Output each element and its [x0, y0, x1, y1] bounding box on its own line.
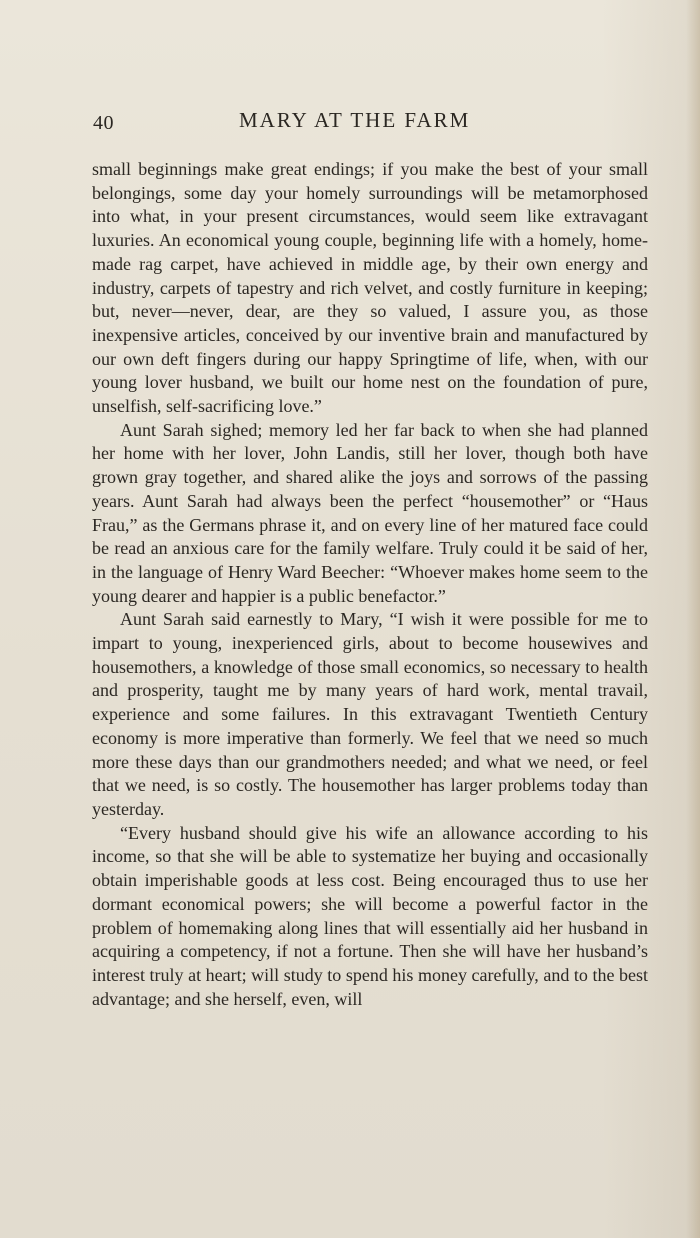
- page-edge-shadow: [686, 0, 700, 1238]
- body-text: [92, 158, 648, 1011]
- paragraph-2: Aunt Sarah sighed; memory led her far back to when she had planned her home with her lover, John Landis, still her lover, though both have grown gray together, and shared alike the joys and sorrows of the passing years. Aunt Sarah had always been the perfect “housemother” or “Haus Frau,” as the Germans phrase it, and on every line of her matured face could be read an anxious care for the family welfare. Truly could it be said of her, in the language of Henry Ward Beecher: “Whoever makes home seem to the young dearer and happier is a public benefactor.”: [92, 419, 648, 606]
- paragraph-3: Aunt Sarah said earnestly to Mary, “I wish it were possible for me to impart to young, inexperienced girls, about to become housewives and housemothers, a knowledge of those small economics, so necessary to health and prosperity, taught me by many years of hard work, mental travail, experience and some failures. In this extravagant Twentieth Century economy is more imperative than formerly. We feel that we need so much more these days than our grandmothers needed; and what we need, or feel that we need, is so costly. The housemother has larger problems today than yesterday.: [92, 609, 648, 819]
- page-number: 40: [93, 112, 114, 134]
- paragraph-4: “Every husband should give his wife an allowance according to his income, so that she will be able to systematize her buying and occasionally obtain imperishable goods at less cost. Being encouraged thus to use her dormant economical powers; she will become a powerful factor in the problem of homemaking along lines that will essentially aid her husband in acquiring a competency, if not a fortune. Then she will have her husband’s interest truly at heart; will study to spend his money carefully, and to the best advantage; and she herself, even, will: [92, 822, 648, 1009]
- page-header: [93, 108, 511, 138]
- paragraph-1: small beginnings make great endings; if you make the best of your small belongings, some day your homely surroundings will be metamorphosed into what, in your present circumstances, would seem like extravagant luxuries. An economical young couple, beginning life with a homely, home-made rag carpet, have achieved in middle age, by their own energy and industry, carpets of tapestry and rich velvet, and costly furniture in keeping; but, never—never, dear, are they so valued, I assure you, as those inexpensive articles, conceived by our inventive brain and manufactured by our own deft fingers during our happy Springtime of life, when, with our young lover husband, we built our home nest on the foundation of pure, unselfish, self-sacrificing love.”: [92, 159, 648, 417]
- running-title: MARY AT THE FARM: [239, 108, 471, 132]
